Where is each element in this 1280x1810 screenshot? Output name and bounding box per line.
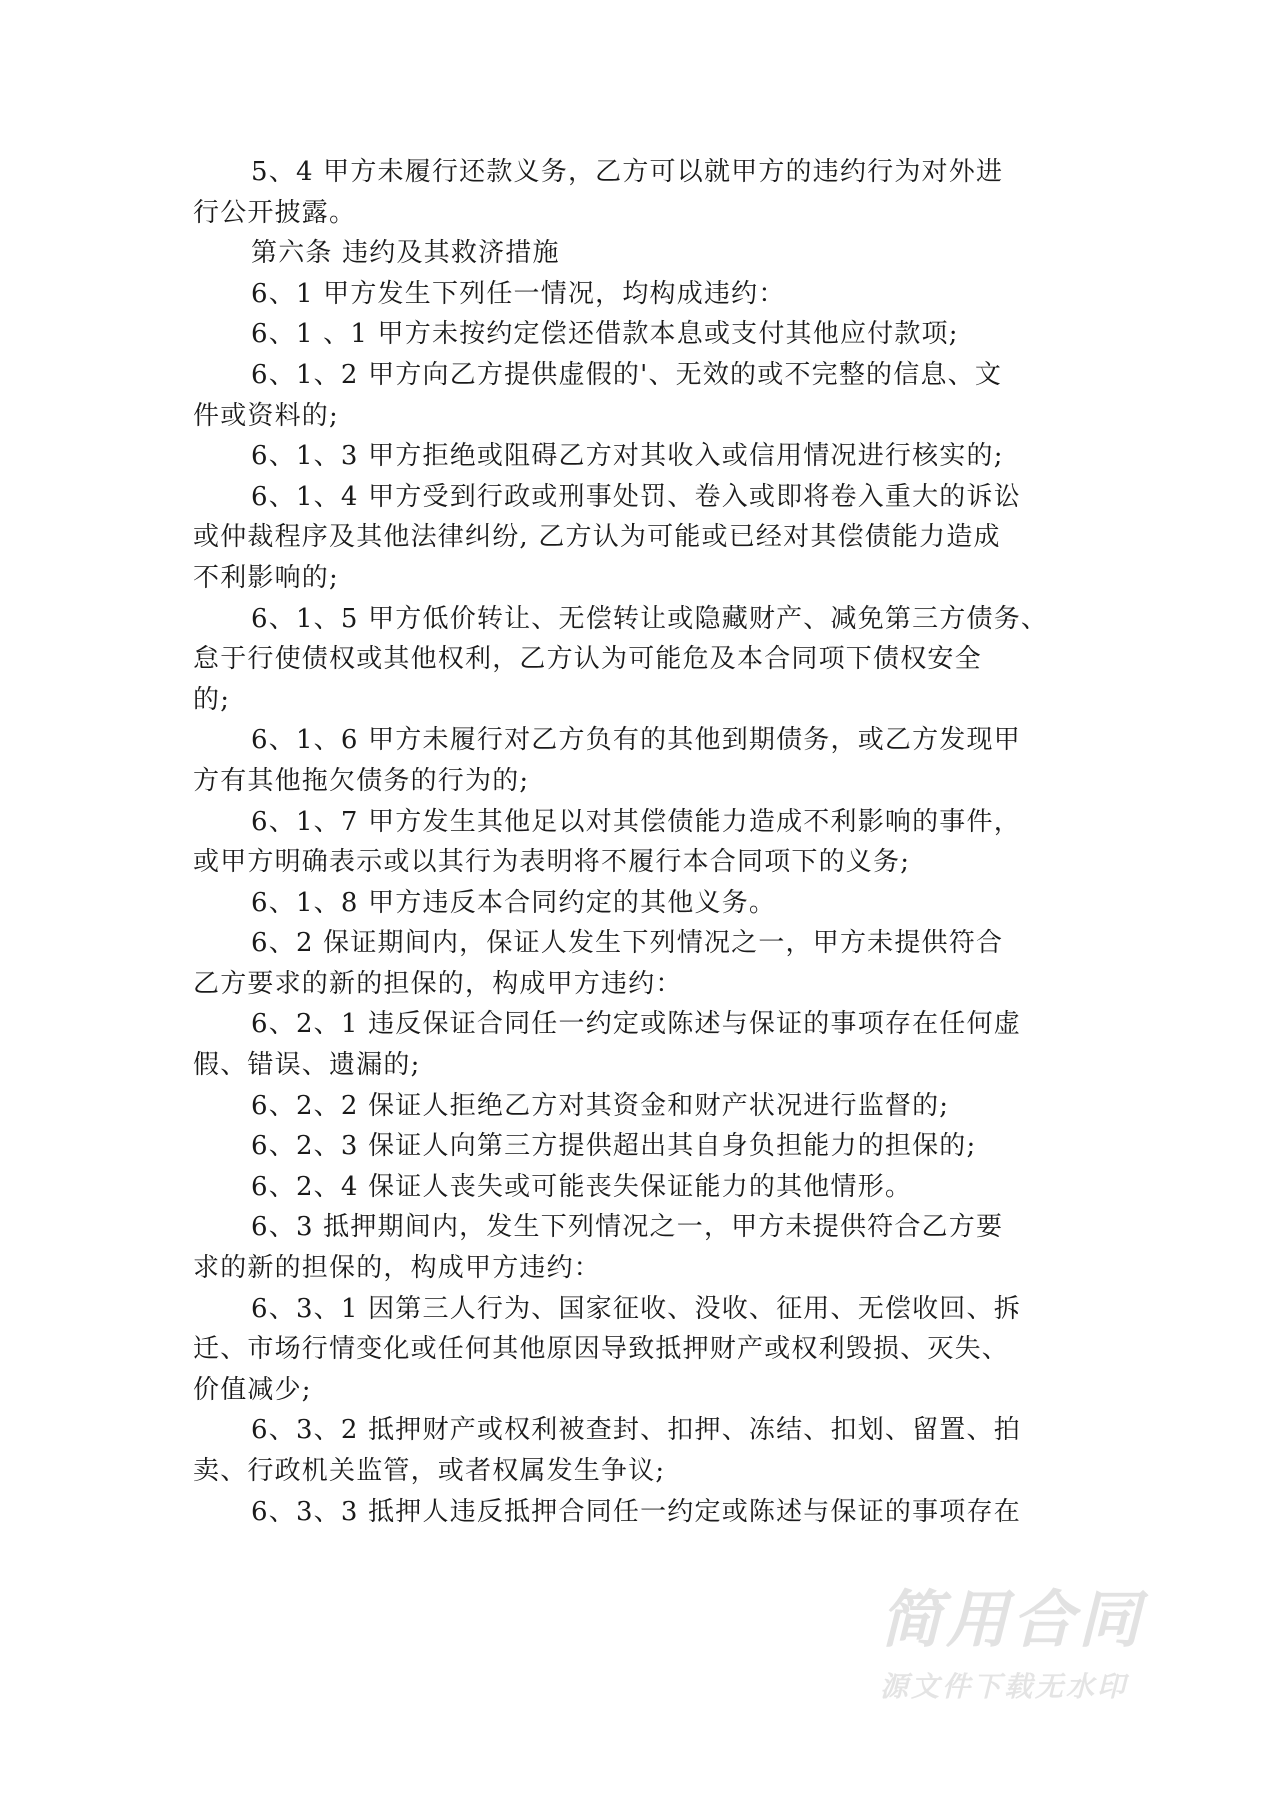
text-line: 6、1、8 甲方违反本合同约定的其他义务。 <box>251 887 777 918</box>
text-line: 方有其他拖欠债务的行为的; <box>193 765 530 796</box>
text-line: 或仲裁程序及其他法律纠纷, 乙方认为可能或已经对其偿债能力造成 <box>193 522 1001 553</box>
text-line: 6、3、3 抵押人违反抵押合同任一约定或陈述与保证的事项存在 <box>251 1496 1021 1527</box>
text-line: 第六条 违约及其救济措施 <box>251 238 560 269</box>
text-line: 假、错误、遗漏的; <box>193 1050 421 1081</box>
text-line: 6、2、4 保证人丧失或可能丧失保证能力的其他情形。 <box>251 1171 913 1202</box>
text-line: 怠于行使债权或其他权利，乙方认为可能危及本合同项下债权安全 <box>193 644 982 675</box>
text-line: 卖、行政机关监管，或者权属发生争议; <box>193 1456 666 1486</box>
text-line: 迁、市场行情变化或任何其他原因导致抵押财产或权利毁损、灭失、 <box>193 1334 1010 1365</box>
text-line: 6、1、7 甲方发生其他足以对其偿债能力造成不利影响的事件， <box>251 806 1021 837</box>
watermark-title: 简用合同 <box>880 1583 1145 1656</box>
text-line: 6、1、3 甲方拒绝或阻碍乙方对其收入或信用情况进行核实的; <box>251 441 1004 472</box>
text-line: 行公开披露。 <box>193 197 357 228</box>
text-line: 6、1、5 甲方低价转让、无偿转让或隐藏财产、减免第三方债务、 <box>251 603 1049 634</box>
watermark <box>880 1585 1200 1707</box>
text-line: 的; <box>193 684 231 715</box>
text-line: 6、1、2 甲方向乙方提供虚假的'、无效的或不完整的信息、文 <box>251 359 1003 390</box>
text-line: 6、2、2 保证人拒绝乙方对其资金和财产状况进行监督的; <box>251 1090 950 1121</box>
text-line: 6、3、1 因第三人行为、国家征收、没收、征用、无偿收回、拆 <box>251 1293 1021 1324</box>
text-line: 求的新的担保的，构成甲方违约： <box>193 1253 602 1284</box>
text-line: 6、1、4 甲方受到行政或刑事处罚、卷入或即将卷入重大的诉讼 <box>251 481 1021 512</box>
document-page <box>193 152 1097 1532</box>
text-line: 6、2 保证期间内，保证人发生下列情况之一，甲方未提供符合 <box>251 928 1004 959</box>
text-line: 价值减少; <box>193 1374 312 1405</box>
text-line: 6、1、6 甲方未履行对乙方负有的其他到期债务，或乙方发现甲 <box>251 725 1021 756</box>
watermark-subtitle: 源文件下载无水印 <box>880 1670 1129 1703</box>
text-line: 6、3 抵押期间内，发生下列情况之一，甲方未提供符合乙方要 <box>251 1212 1004 1243</box>
text-line: 6、1 、1 甲方未按约定偿还借款本息或支付其他应付款项; <box>251 319 959 350</box>
text-line: 6、1 甲方发生下列任一情况，均构成违约： <box>251 278 786 309</box>
text-line: 或甲方明确表示或以其行为表明将不履行本合同项下的义务; <box>193 847 911 878</box>
text-line: 乙方要求的新的担保的，构成甲方违约： <box>193 968 683 999</box>
text-line: 件或资料的; <box>193 400 339 431</box>
text-line: 不利影响的; <box>193 562 339 593</box>
text-line: 5、4 甲方未履行还款义务，乙方可以就甲方的违约行为对外进 <box>251 157 1004 187</box>
text-line: 6、3、2 抵押财产或权利被查封、扣押、冻结、扣划、留置、拍 <box>251 1415 1021 1446</box>
text-line: 6、2、3 保证人向第三方提供超出其自身负担能力的担保的; <box>251 1131 977 1162</box>
text-line: 6、2、1 违反保证合同任一约定或陈述与保证的事项存在任何虚 <box>251 1009 1021 1040</box>
